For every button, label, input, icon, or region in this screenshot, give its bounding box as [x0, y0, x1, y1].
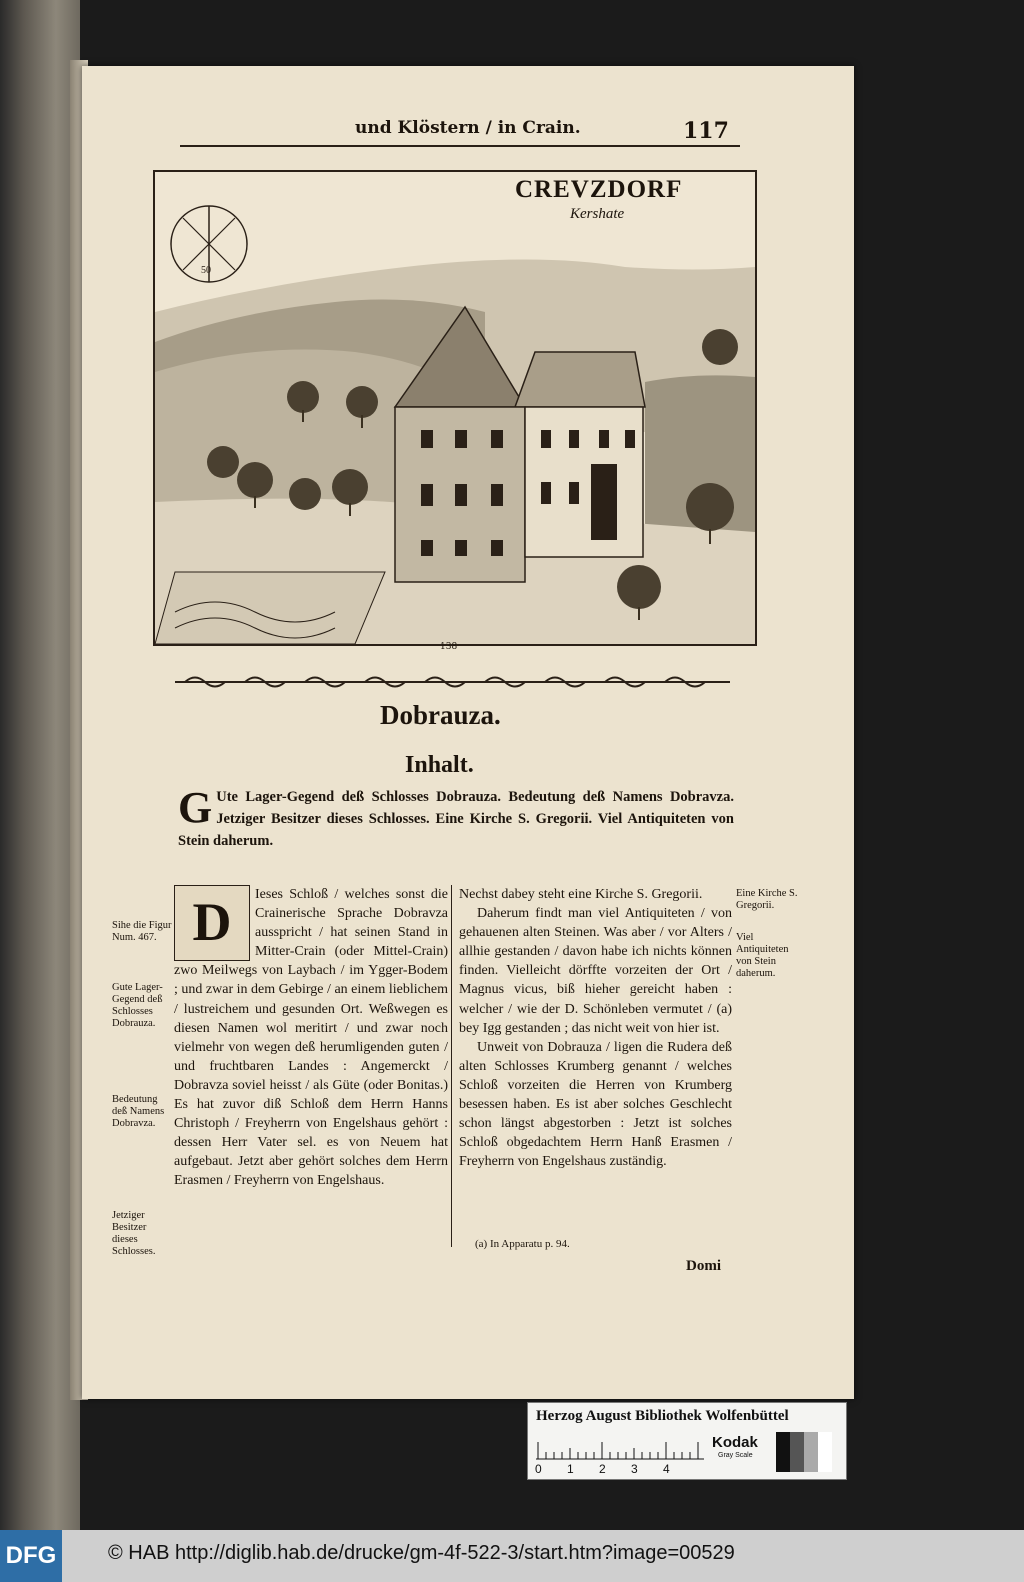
- ruler: [536, 1434, 704, 1460]
- dfg-logo: DFG: [0, 1530, 62, 1582]
- margin-note-location: Gute Lager-Gegend deß Schlosses Dobrauza.: [112, 982, 163, 1029]
- margin-note-figure: Sihe die Figur Num. 467.: [112, 920, 172, 943]
- ruler-digit-1: 1: [567, 1462, 574, 1476]
- source-url[interactable]: © HAB http://diglib.hab.de/drucke/gm-4f-522-3/start.htm?image=00529: [108, 1542, 735, 1564]
- summary-dropcap: G: [178, 783, 213, 832]
- margin-note-owner: Jetziger Besitzer dieses Schlosses.: [112, 1210, 156, 1257]
- left-column-text: Ieses Schloß / welches sonst die Crainerische Sprache Dobravza ausspricht / hat seinen Stand in Mitter-Crain (oder Mittel-Crain) zwo Meilwegs von Laybach / im Ygger-Bodem ; und zwar in dem Gebirge / an einem lieblichem / lustreichem und gesunden Ort. Weßwegen es diesen Namen wol meritirt / und zwar noch vielmehr von wegen deß herumligenden guten / und fruchtbaren Landes : Angemerckt / Dobravza soviel heisst / als Güte (oder Bonitas.) Es hat zuvor diß Schloß dem Herrn Hanns Christoph / Freyherrn von Engelshaus gehört : dessen Herr Vater sel. es von Neuem hat aufgebaut. Jetzt aber gehört solches dem Herrn Erasmen / Freyherrn von Engelshaus.: [174, 887, 448, 1189]
- margin-note-meaning: Bedeutung deß Namens Dobravza.: [112, 1094, 165, 1129]
- kodak-logo: Kodak: [712, 1434, 758, 1451]
- right-paragraph-2: Daherum findt man viel Antiquiteten / von gehauenen alten Steinen. Was aber / vor Alters / allhie gestanden / davon habe ich nichts können finden. Vielleicht dörffte vorzeiten der Ort / Magnus vicus, biß hieher gereicht haben : welcher / wie der D. Schönleben vermutet / (a) bey Igg gestanden ; das nicht weit von hier ist.: [459, 906, 732, 1036]
- grayscale-label: Gray Scale: [718, 1452, 753, 1459]
- compass-text: 50: [201, 265, 211, 276]
- ruler-digit-4: 4: [663, 1462, 670, 1476]
- section-subtitle: Inhalt.: [405, 752, 474, 778]
- summary-text: Ute Lager-Gegend deß Schlosses Dobrauza. Bedeutung deß Namens Dobravza. Jetziger Besitzer dieses Schlosses. Eine Kirche S. Gregorii. Viel Antiquiteten von Stein daherum.: [178, 789, 734, 849]
- section-title: Dobrauza.: [380, 700, 501, 730]
- ruler-digit-3: 3: [631, 1462, 638, 1476]
- page-number: 117: [683, 118, 729, 144]
- library-name: Herzog August Bibliothek Wolfenbüttel: [536, 1408, 789, 1424]
- margin-note-antiquities: Viel Antiquiteten von Stein daherum.: [736, 932, 789, 979]
- right-paragraph-3: Unweit von Dobrauza / ligen die Rudera deß alten Schlosses Krumberg genannt / welches Schloß vorzeiten die Herren von Krumberg besessen haben. Es ist aber solches Geschlecht schon längst abgestorben : Jetzt ist solches Schloß obgedachtem Herrn Hanß Erasmen / Freyherrn von Engelshaus zuständig.: [459, 1039, 732, 1170]
- plate-subtitle: Kershate: [570, 206, 625, 222]
- gray-patches: [776, 1432, 832, 1472]
- ruler-digit-2: 2: [599, 1462, 606, 1476]
- head-rule: [180, 145, 740, 147]
- engraving-castle-illustration: [153, 170, 757, 646]
- running-head: und Klöstern / in Crain.: [355, 118, 581, 138]
- decorated-initial: D: [174, 885, 250, 961]
- ruler-digit-0: 0: [535, 1462, 542, 1476]
- plate-title: CREVZDORF: [515, 176, 683, 203]
- body-column-right: [459, 885, 732, 1171]
- summary-paragraph: [178, 783, 734, 852]
- right-paragraph-1: Nechst dabey steht eine Kirche S. Gregorii.: [459, 887, 703, 902]
- left-page-edge: [0, 0, 80, 1530]
- footnote: (a) In Apparatu p. 94.: [475, 1238, 570, 1250]
- ornamental-divider: [175, 672, 730, 692]
- margin-note-church: Eine Kirche S. Gregorii.: [736, 888, 798, 911]
- column-divider: [451, 885, 452, 1247]
- body-column-left: [174, 885, 448, 1191]
- catchword: Domi: [686, 1258, 721, 1274]
- plate-number: 138: [440, 642, 458, 652]
